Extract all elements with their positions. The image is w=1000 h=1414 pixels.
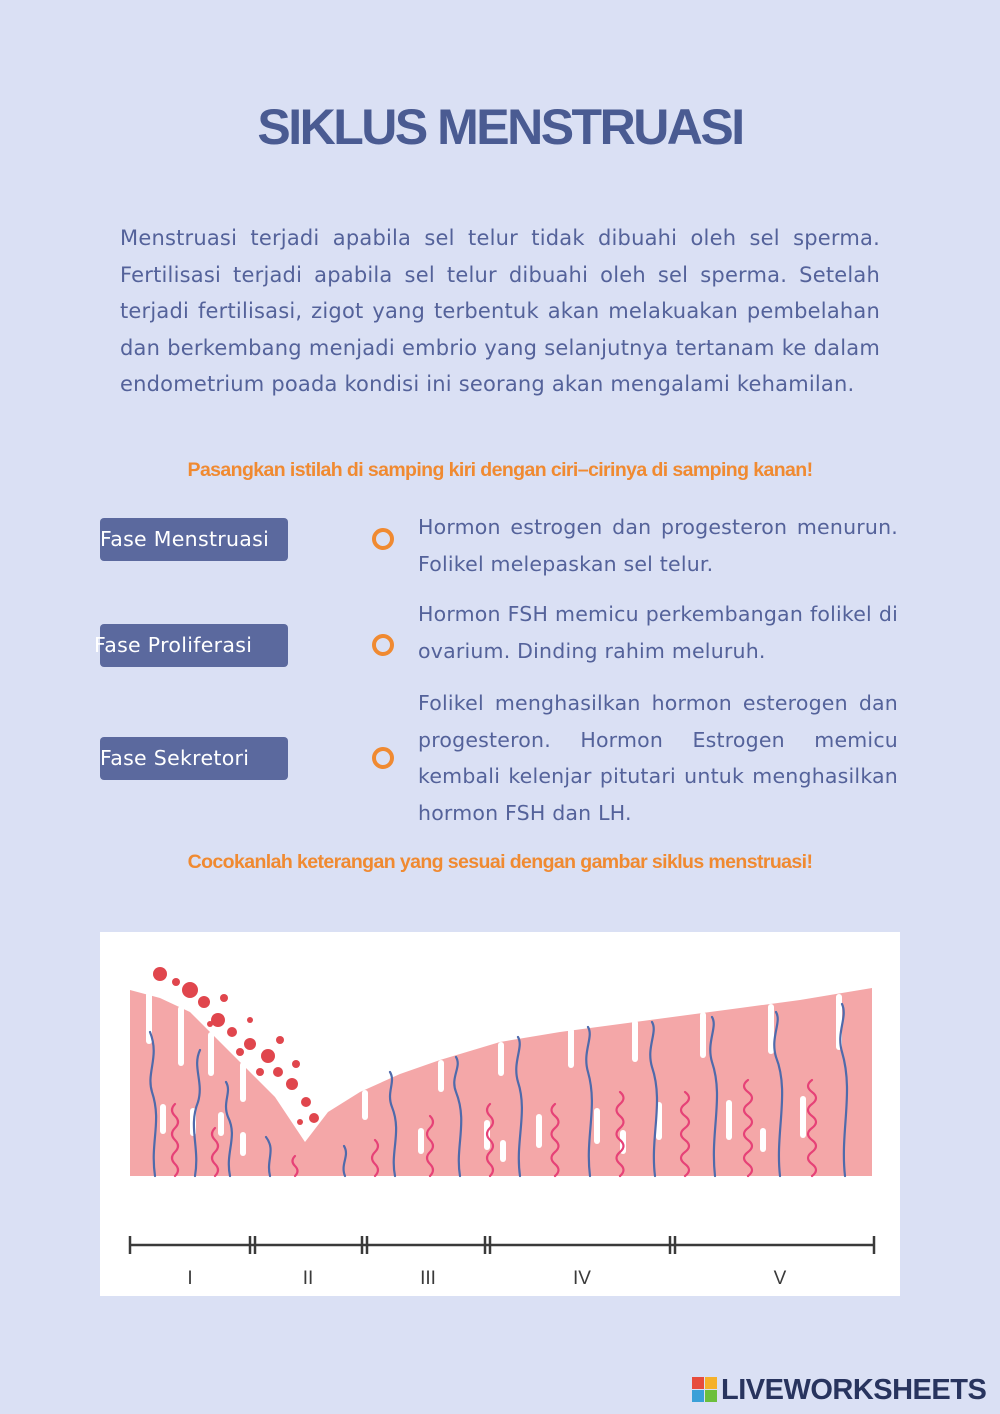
description-2: Hormon FSH memicu perkembangan folikel di ovarium. Dinding rahim meluruh. <box>418 602 898 663</box>
match-ring-1[interactable] <box>372 528 394 550</box>
phase-label-4: IV <box>573 1268 591 1289</box>
match-ring-3[interactable] <box>372 747 394 769</box>
term-fase-sekretori[interactable] <box>100 737 288 780</box>
logo-text: LIVEWORKSHEETS <box>721 1373 987 1406</box>
endometrium-illustration <box>100 932 900 1296</box>
description-3: Folikel menghasilkan hormon esterogen dan progesteron. Hormon Estrogen memicu kembali kelenjar pitutari untuk menghasilkan hormon FSH dan LH. <box>418 691 898 825</box>
match-ring-2[interactable] <box>372 634 394 656</box>
intro-paragraph: Menstruasi terjadi apabila sel telur tidak dibuahi oleh sel sperma. Fertilisasi terjadi apabila sel telur dibuahi oleh sel sperma. Setelah terjadi fertilisasi, zigot yang terbentuk akan melakuakan pembelahan dan berkembang menjadi embrio yang selanjutnya tertanam ke dalam endometrium poada kondisi ini seorang akan mengalami kehamilan. <box>120 226 880 396</box>
phase-label-3: III <box>420 1268 436 1289</box>
page-title: SIKLUS MENSTRUASI <box>257 99 743 155</box>
phase-label-2: II <box>302 1268 314 1289</box>
menstrual-cycle-diagram <box>100 932 900 1296</box>
phase-label-5: V <box>773 1268 787 1289</box>
phase-scale <box>130 1236 874 1254</box>
instruction-matching: Pasangkan istilah di samping kiri dengan ciri–cirinya di samping kanan! <box>187 459 813 481</box>
phase-label-1: I <box>187 1268 193 1289</box>
instruction-diagram: Cocokanlah keterangan yang sesuai dengan gambar siklus menstruasi! <box>187 851 813 873</box>
liveworksheets-logo <box>692 1374 986 1406</box>
term-label: Fase Sekretori <box>100 746 250 770</box>
description-1: Hormon estrogen dan progesteron menurun. Folikel melepaskan sel telur. <box>418 515 898 576</box>
term-fase-proliferasi[interactable] <box>94 624 288 667</box>
term-label: Fase Menstruasi <box>100 527 270 551</box>
term-fase-menstruasi[interactable] <box>100 518 288 561</box>
logo-mark-icon <box>692 1377 718 1403</box>
term-label: Fase Proliferasi <box>94 633 253 657</box>
